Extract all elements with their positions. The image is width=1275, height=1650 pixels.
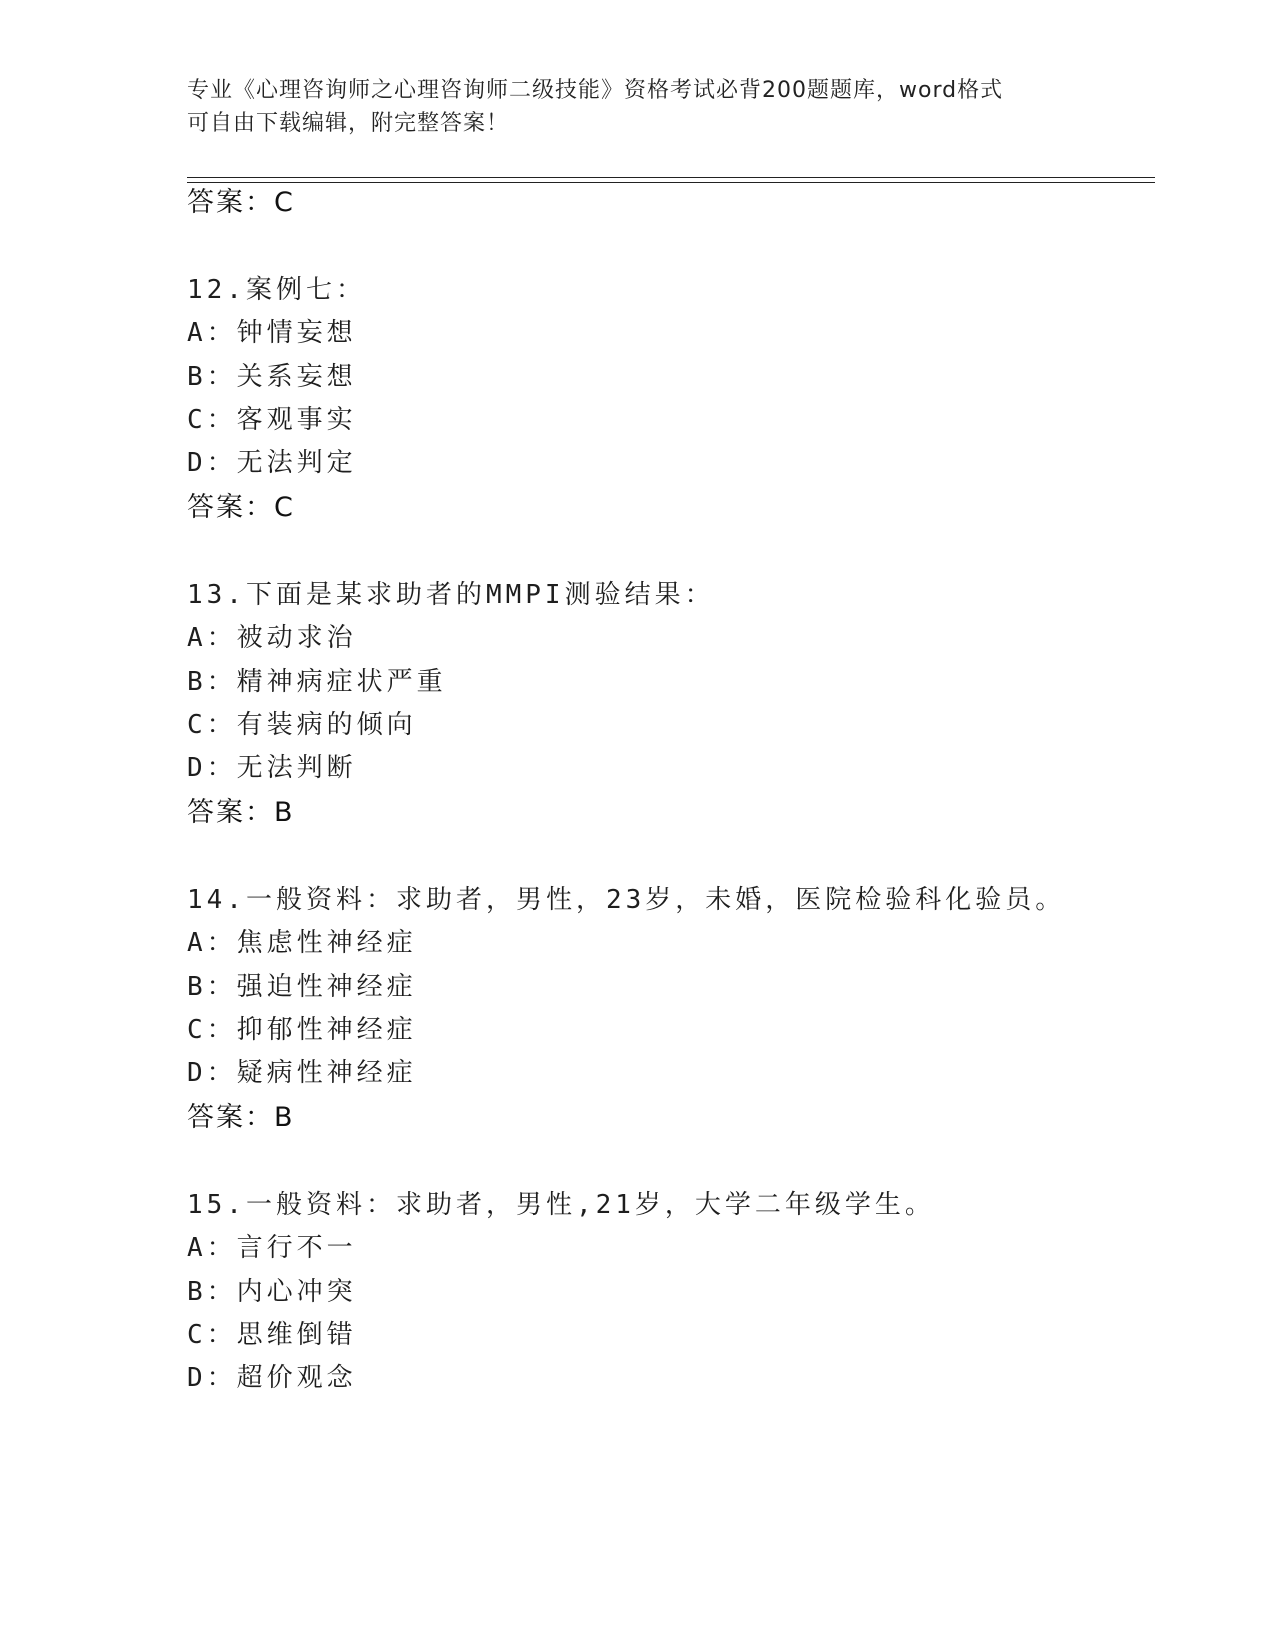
option-b: B：关系妄想 — [187, 362, 357, 392]
answer: 答案：B — [187, 1102, 295, 1133]
option-d: D：超价观念 — [187, 1363, 357, 1393]
option-a: A：被动求治 — [187, 623, 357, 653]
answer: 答案：B — [187, 797, 295, 828]
question-title: 13.下面是某求助者的MMPI测验结果： — [187, 580, 715, 610]
header-title-line-2: 可自由下载编辑，附完整答案！ — [187, 111, 510, 136]
option-a: A：钟情妄想 — [187, 318, 357, 348]
question-title: 14.一般资料：求助者，男性，23岁，未婚，医院检验科化验员。 — [187, 885, 1066, 915]
option-b: B：强迫性神经症 — [187, 972, 417, 1002]
option-d: D：无法判断 — [187, 753, 357, 783]
question-title: 12.案例七： — [187, 275, 366, 305]
option-d: D：疑病性神经症 — [187, 1058, 417, 1088]
option-c: C：有装病的倾向 — [187, 710, 417, 740]
option-b: B：内心冲突 — [187, 1277, 357, 1307]
header-divider-top — [187, 177, 1155, 178]
question-title: 15.一般资料：求助者，男性,21岁，大学二年级学生。 — [187, 1190, 935, 1220]
header-divider-bottom — [187, 182, 1155, 183]
option-d: D：无法判定 — [187, 448, 357, 478]
previous-answer: 答案：C — [187, 187, 295, 218]
option-c: C：思维倒错 — [187, 1320, 357, 1350]
option-c: C：客观事实 — [187, 405, 357, 435]
option-b: B：精神病症状严重 — [187, 667, 447, 697]
option-a: A：焦虑性神经症 — [187, 928, 417, 958]
header-title-line-1: 专业《心理咨询师之心理咨询师二级技能》资格考试必背200题题库，word格式 — [187, 78, 1004, 103]
document-header — [187, 74, 1087, 140]
option-c: C：抑郁性神经症 — [187, 1015, 417, 1045]
option-a: A：言行不一 — [187, 1233, 357, 1263]
answer: 答案：C — [187, 492, 295, 523]
